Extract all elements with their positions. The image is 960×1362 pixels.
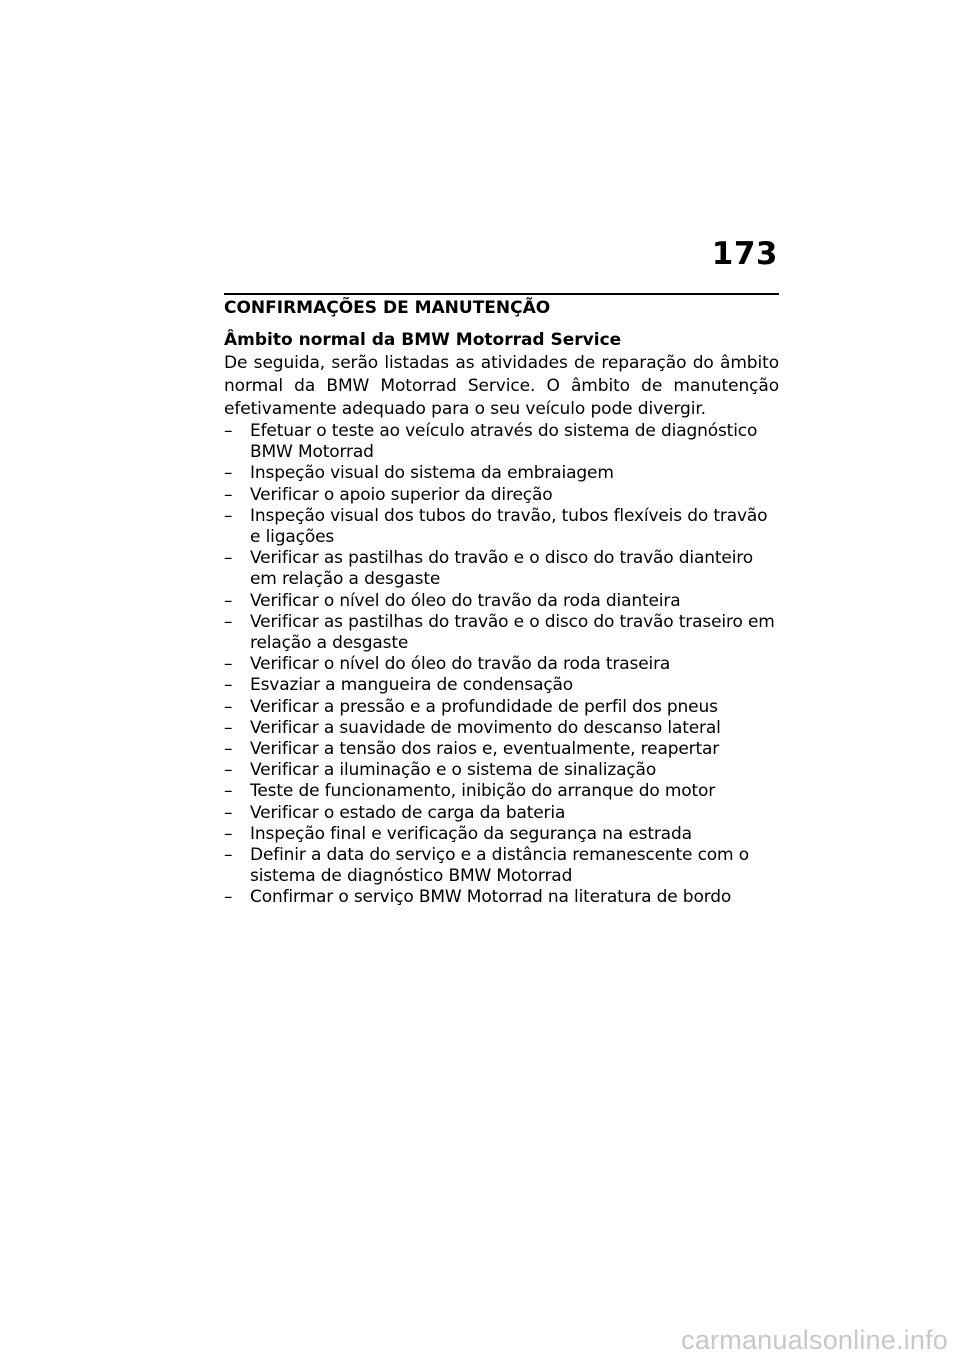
page-content xyxy=(224,296,779,909)
checklist-item: – Verificar as pastilhas do travão e o disco do travão dianteiro em relação a desgaste xyxy=(224,548,779,590)
checklist-item: – Verificar a pressão e a profundidade de perfil dos pneus xyxy=(224,697,779,718)
checklist-item: – Inspeção visual do sistema da embraiagem xyxy=(224,463,779,484)
checklist-item: – Verificar o apoio superior da direção xyxy=(224,485,779,506)
watermark: carmanualsonline.info xyxy=(681,1325,948,1355)
page-number: 173 xyxy=(711,236,778,272)
checklist-item: – Efetuar o teste ao veículo através do sistema de diagnóstico BMW Motorrad xyxy=(224,421,779,463)
checklist-item: – Verificar a tensão dos raios e, eventualmente, reapertar xyxy=(224,739,779,760)
checklist-item: – Esvaziar a mangueira de condensação xyxy=(224,675,779,696)
subheading: Âmbito normal da BMW Motorrad Service xyxy=(224,330,622,350)
checklist-item: – Verificar o nível do óleo do travão da roda traseira xyxy=(224,654,779,675)
checklist-item: – Teste de funcionamento, inibição do arranque do motor xyxy=(224,781,779,802)
section-title: CONFIRMAÇÕES DE MANUTENÇÃO xyxy=(224,298,551,318)
checklist-item: – Verificar o nível do óleo do travão da roda dianteira xyxy=(224,591,779,612)
maintenance-checklist xyxy=(224,421,779,909)
checklist-item: – Confirmar o serviço BMW Motorrad na literatura de bordo xyxy=(224,887,779,908)
intro-paragraph: De seguida, serão listadas as atividades de reparação do âmbito normal da BMW Motorrad Service. O âmbito de manutenção efetivamente adequado para o seu veículo pode divergir. xyxy=(224,353,779,419)
checklist-item: – Inspeção final e verificação da segurança na estrada xyxy=(224,824,779,845)
checklist-item: – Verificar a iluminação e o sistema de sinalização xyxy=(224,760,779,781)
checklist-item: – Verificar as pastilhas do travão e o disco do travão traseiro em relação a desgaste xyxy=(224,612,779,654)
checklist-item: – Verificar o estado de carga da bateria xyxy=(224,803,779,824)
section-rule xyxy=(224,293,779,295)
checklist-item: – Verificar a suavidade de movimento do descanso lateral xyxy=(224,718,779,739)
checklist-item: – Definir a data do serviço e a distância remanescente com o sistema de diagnóstico BMW Motorrad xyxy=(224,845,779,887)
checklist-item: – Inspeção visual dos tubos do travão, tubos flexíveis do travão e ligações xyxy=(224,506,779,548)
